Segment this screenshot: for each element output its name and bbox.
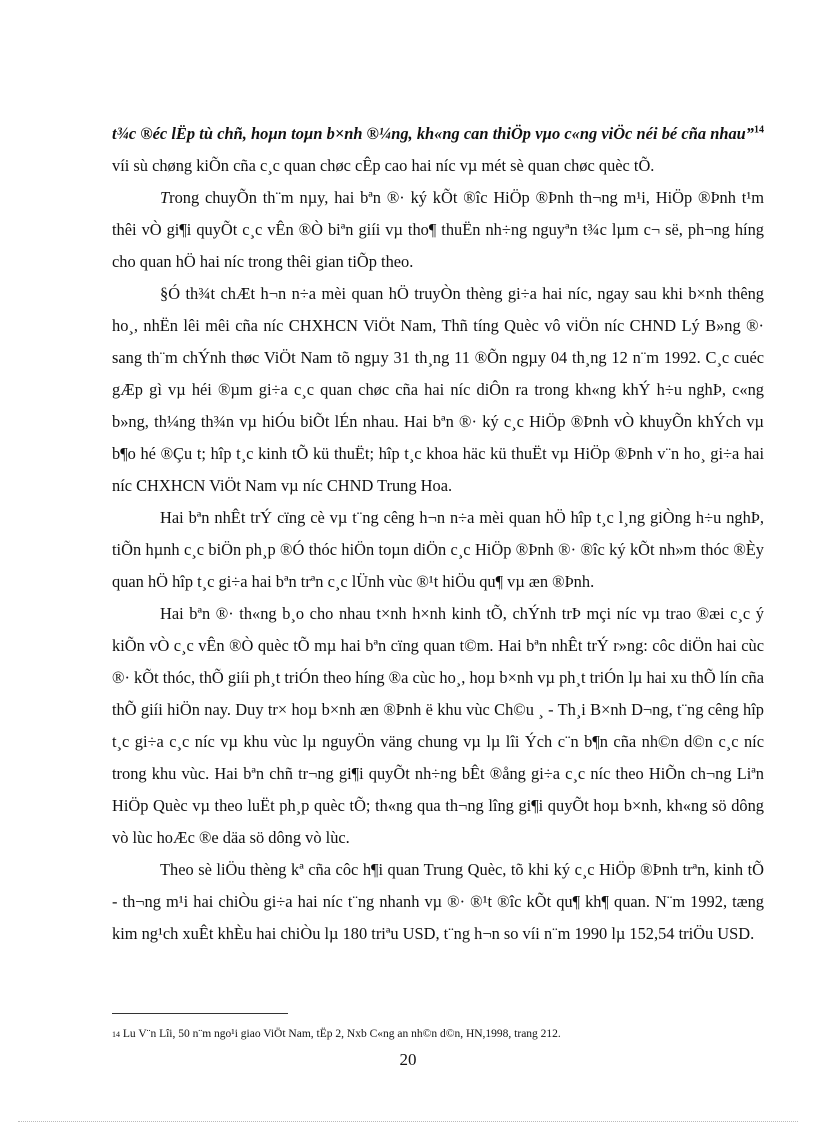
footnote-number: 14 bbox=[112, 1030, 120, 1039]
paragraph-text: víi sù chøng kiÕn cña c¸c quan chøc cÊp cao hai níc vµ mét sè quan chøc quèc tÕ. bbox=[112, 156, 655, 175]
bold-italic-quote: t¾c ®éc lËp tù chñ, hoµn toµn b×nh ®¼ng, kh«ng can thiÖp vµo c«ng viÖc néi bé cña nhau” bbox=[112, 124, 754, 143]
footnote-text: Lu V¨n Lîi, 50 n¨m ngo¹i giao ViÖt Nam, tËp 2, Nxb C«ng an nh©n d©n, HN,1998, trang 212. bbox=[122, 1028, 561, 1040]
footnote-separator bbox=[112, 1013, 288, 1014]
paragraph: Hai bªn ®· th«ng b¸o cho nhau t×nh h×nh kinh tÕ, chÝnh trÞ mçi níc vµ trao ®æi c¸c ý kiÕn vÒ c¸c vÊn ®Ò quèc tÕ mµ hai bªn cïng quan t©m. Hai bªn nhÊt trÝ r»ng: côc diÖn hai cùc ®· kÕt thóc, thÕ giíi ph¸t triÓn theo híng ®a cùc ho¸, hoµ b×nh vµ ph¸t triÓn lµ hai xu thÕ lín cña thÕ giíi hiÖn nay. Duy tr× hoµ b×nh æn ®Þnh ë khu vùc Ch©u ¸ - Th¸i B×nh D¬ng, t¨ng cêng hîp t¸c gi÷a c¸c níc vµ khu vùc lµ nguyÖn väng chung vµ lµ lîi Ých c¨n b¶n cña nh©n d©n c¸c níc trong khu vùc. Hai bªn chñ tr¬ng gi¶i quyÕt nh÷ng bÊt ®ång gi÷a c¸c níc theo HiÕn ch¬ng Liªn HiÖp Quèc vµ theo luËt ph¸p quèc tÕ; th«ng qua th¬ng lîng gi¶i quyÕt hoµ b×nh, kh«ng sö dông vò lùc hoÆc ®e däa sö dông vò lùc. bbox=[112, 604, 764, 847]
paragraph: §Ó th¾t chÆt h¬n n÷a mèi quan hÖ truyÒn thèng gi÷a hai níc, ngay sau khi b×nh thêng ho¸, nhËn lêi mêi cña níc CHXHCN ViÖt Nam, Thñ tíng Quèc vô viÖn níc CHND Lý B»ng ®· sang th¨m chÝnh thøc ViÖt Nam tõ ngµy 31 th¸ng 11 ®Õn ngµy 04 th¸ng 12 n¨m 1992. C¸c cuéc gÆp gì vµ héi ®µm gi÷a c¸c quan chøc cña hai níc diÔn ra trong kh«ng khÝ h÷u nghÞ, c«ng b»ng, th¼ng th¾n vµ hiÓu biÕt lÉn nhau. Hai bªn ®· ký c¸c HiÖp ®Þnh vÒ khuyÕn khÝch vµ b¶o hé ®Çu t; hîp t¸c kinh tÕ kü thuËt; hîp t¸c khoa häc kü thuËt vµ HiÖp ®Þnh v¨n ho¸ gi÷a hai níc CHXHCN ViÖt Nam vµ níc CHND Trung Hoa. bbox=[112, 284, 764, 495]
body-text bbox=[112, 118, 764, 950]
drop-letter: T bbox=[160, 188, 170, 207]
paragraph bbox=[112, 182, 764, 278]
page-number: 20 bbox=[399, 1050, 417, 1069]
paragraph: Hai bªn nhÊt trÝ cïng cè vµ t¨ng cêng h¬n n÷a mèi quan hÖ hîp t¸c l¸ng giÒng h÷u nghÞ, tiÕn hµnh c¸c biÖn ph¸p ®Ó thóc hiÖn toµn diÖn c¸c HiÖp ®Þnh ®· ®îc ký kÕt nh»m thóc ®Èy quan hÖ hîp t¸c gi÷a hai bªn trªn c¸c lÜnh vùc ®¹t hiÖu qu¶ vµ æn ®Þnh. bbox=[112, 508, 764, 591]
paragraph-continuation bbox=[112, 118, 764, 182]
paragraph: Theo sè liÖu thèng kª cña côc h¶i quan Trung Quèc, tõ khi ký c¸c HiÖp ®Þnh trªn, kinh tÕ - th¬ng m¹i hai chiÒu gi÷a hai níc t¨ng nhanh vµ ®· ®¹t ®îc kÕt qu¶ kh¶ quan. N¨m 1992, tæng kim ng¹ch xuÊt khÈu hai chiÒu lµ 180 triªu USD, t¨ng h¬n so víi n¨m 1990 lµ 152,54 triÖu USD. bbox=[112, 860, 764, 943]
paragraph-text: rong chuyÕn th¨m nµy, hai bªn ®· ký kÕt ®îc HiÖp ®Þnh th¬ng m¹i, HiÖp ®Þnh t¹m thêi vÒ gi¶i quyÕt c¸c vÊn ®Ò biªn giíi vµ tho¶ thuËn nh÷ng nguyªn t¾c lµm c¬ së, ph¬ng híng cho quan hÖ hai níc trong thêi gian tiÕp theo. bbox=[112, 188, 764, 271]
footnote-reference: 14 bbox=[754, 124, 764, 136]
footnote bbox=[112, 1027, 772, 1041]
page-bottom-divider bbox=[18, 1121, 798, 1122]
